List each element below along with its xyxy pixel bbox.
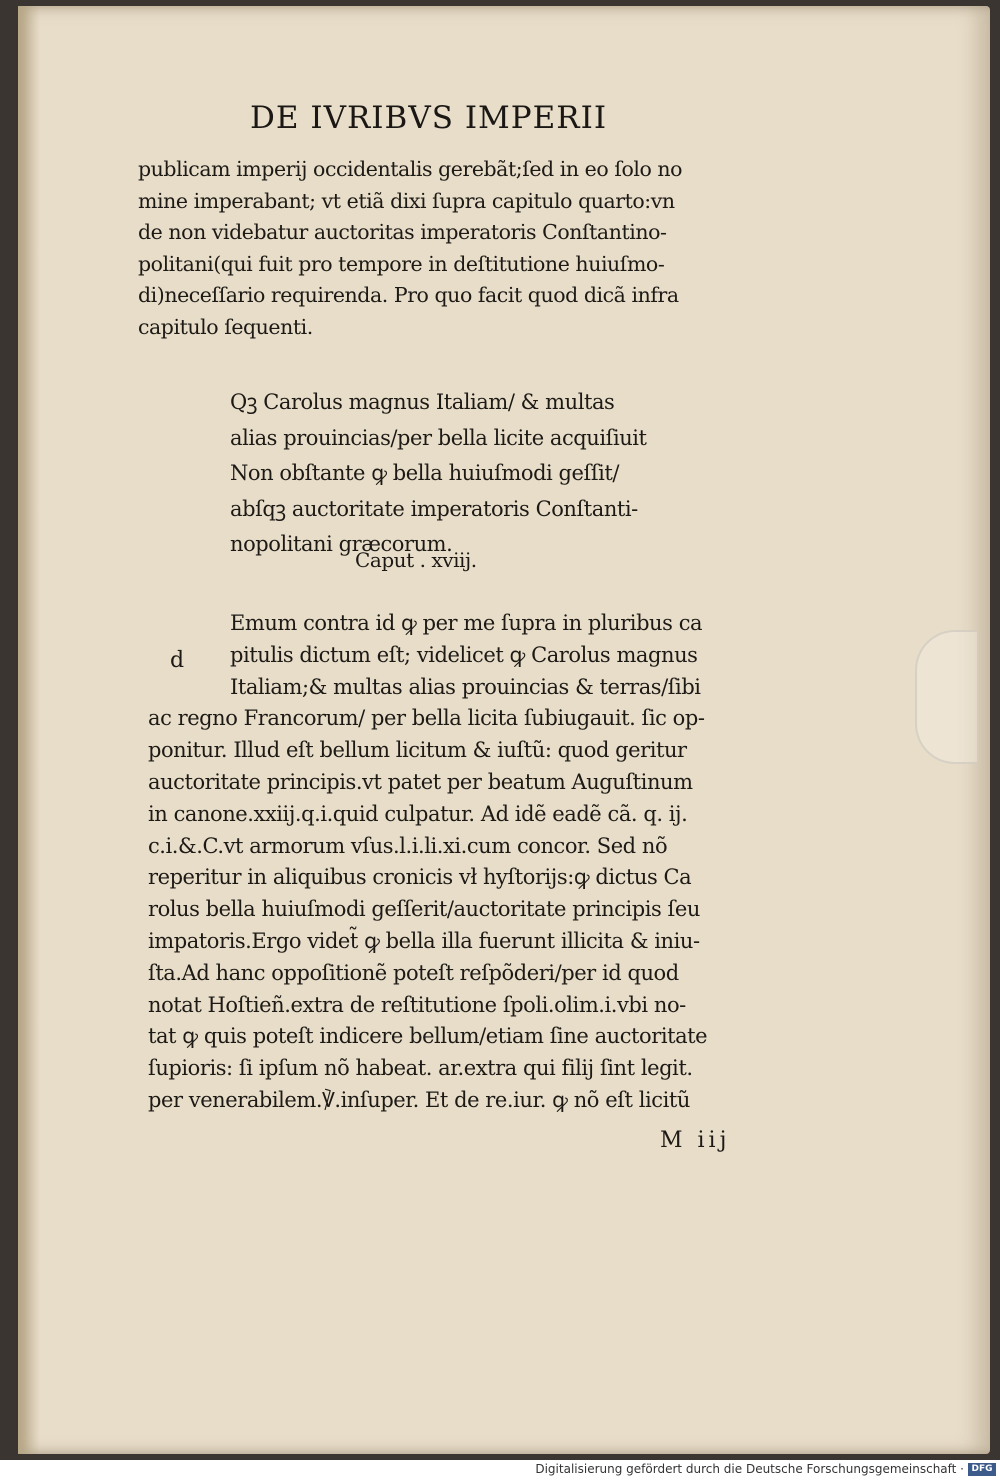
text-line: ſta.Ad hanc oppoſitionẽ poteſt reſpõderi/per id quod [148, 960, 679, 985]
text-line: notat Hoſtieñ.extra de reſtitutione ſpoli.olim.i.vbi no‑ [148, 992, 686, 1017]
text-line: pitulis dictum eſt; videlicet ꝙ Carolus magnus [230, 642, 698, 667]
heading-line: Non obſtante ꝙ bella huiuſmodi geſſit/ [230, 461, 620, 485]
dfg-logo-icon: DFG [968, 1463, 996, 1476]
page-gutter-shadow [18, 6, 40, 1454]
text-line: Italiam;& multas alias prouincias & terras/ſibi [230, 674, 701, 699]
running-header: DE IVRIBVS IMPERII [250, 100, 608, 136]
footer-credit: Digitalisierung gefördert durch die Deutsche Forschungsgemeinschaft · [535, 1462, 964, 1476]
text-line: ac regno Francorum/ per bella licita ſubiugauit. ſic op‑ [148, 706, 705, 731]
text-line: rolus bella huiuſmodi geſſerit/auctoritate principis ſeu [148, 897, 700, 922]
text-line: mine imperabant; vt etiã dixi ſupra capitulo quarto:vn [138, 188, 675, 213]
heading-line: alias prouincias/per bella licite acquiſiuit [230, 425, 647, 450]
page-tab-marker [915, 630, 977, 764]
heading-line: Qꝫ Carolus magnus Italiam/ & multas [230, 390, 615, 414]
paragraph-top [138, 154, 682, 343]
text-line: di)neceſſario requirenda. Pro quo facit quod dicã infra [138, 283, 679, 307]
text-line: reperitur in aliquibus cronicis vł hyſtorijs:ꝙ dictus Ca [148, 865, 692, 890]
signature-mark: M iij [660, 1128, 731, 1153]
paragraph-main [148, 608, 707, 1117]
guide-initial-letter: d [170, 648, 185, 673]
text-line: ponitur. Illud eſt bellum licitum & iuſtũ: quod geritur [148, 738, 687, 763]
text-line: c.i.&.C.vt armorum vſus.l.i.li.xi.cum concor. Sed nõ [148, 833, 668, 858]
heading-line: nopolitani græcorum. [230, 532, 453, 556]
text-line: tat ꝙ quis poteſt indicere bellum/etiam ſine auctoritate [148, 1024, 708, 1049]
text-line: publicam imperij occidentalis gerebãt;ſed in eo ſolo no [138, 157, 683, 181]
text-line: in canone.xxiij.q.i.quid culpatur. Ad idẽ eadẽ cã. q. ij. [148, 801, 688, 826]
text-line: ſupioris: ſi ipſum nõ habeat. ar.extra qui filij ſint legit. [148, 1056, 693, 1081]
text-line: auctoritate principis.vt patet per beatum Auguſtinum [148, 769, 693, 794]
text-line: de non videbatur auctoritas imperatoris Conſtantino‑ [138, 220, 667, 244]
chapter-number: Caput . xviij. [355, 548, 477, 572]
heading-line: abſqꝫ auctoritate imperatoris Conſtanti‑ [230, 496, 638, 521]
text-line: impatoris.Ergo videt̃ ꝙ bella illa fuerunt illicita & iniu‑ [148, 928, 700, 953]
text-line: per venerabilem.℣.inſuper. Et de re.iur. ꝙ nõ eſt licitũ [148, 1087, 690, 1112]
chapter-heading [230, 385, 647, 563]
text-line: politani(qui fuit pro tempore in deſtitutione huiuſmo‑ [138, 251, 665, 276]
text-line: Emum contra id ꝙ per me ſupra in pluribus ca [230, 611, 703, 635]
text-line: capitulo ſequenti. [138, 314, 313, 339]
